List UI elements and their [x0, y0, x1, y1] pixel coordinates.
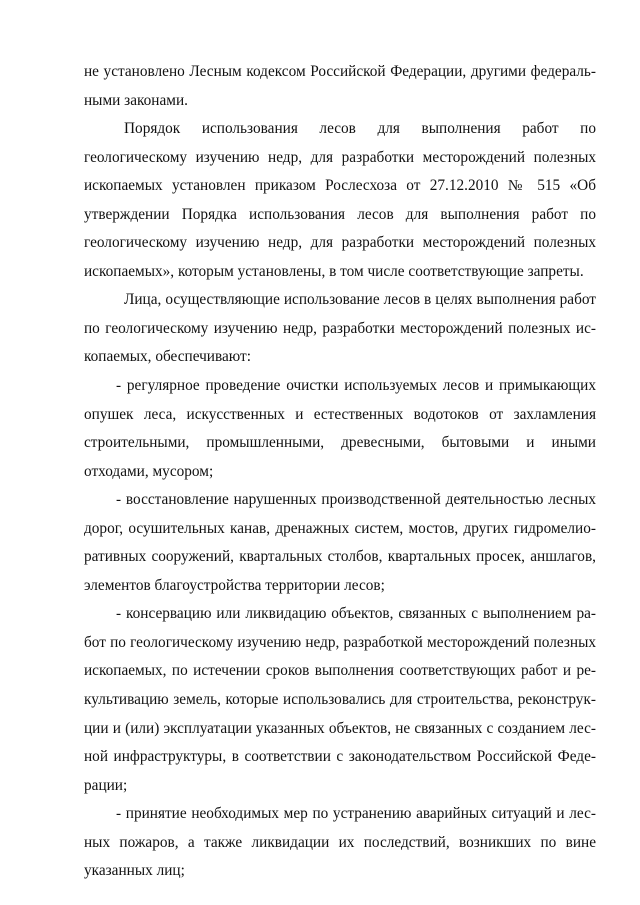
list-item-conservation: - консервацию или ликвидацию объектов, связанных с выполнением работ по геологическому изучению недр, разработкой месторождений полезных ископаемых, по истечении сроков выполнения соответствующих работ и рекультивацию земель, которые использовались для строительства, реконструкции и (или) эксплуатации указанных объектов, не связанных с созданием лесной инфраструктуры, в соответствии с законодательством Российской Федерации; — [84, 605, 596, 794]
paragraph-obligations-intro: Лица, осуществляющие использование лесов в целях выполнения работ по геологическому изучению недр, разработки месторождений полезных ископаемых, обеспечивают: — [84, 291, 596, 366]
paragraph-procedure-order: Порядок использования лесов для выполнения работ по геологическому изучению недр, для разработки месторождений полезных ископаемых установлен приказом Рослесхоза от 27.12.2010 № 515 «Об утверждении Порядка использования лесов для выполнения работ по геологическому изучению недр, для разработки месторождений полезных ископаемых», которым установлены, в том числе соответствующие запреты. — [84, 120, 596, 280]
document-body — [84, 58, 596, 886]
list-item-emergency-measures: - принятие необходимых мер по устранению аварийных ситуаций и лесных пожаров, а также ликвидации их последствий, возникших по вине указанных лиц; — [84, 805, 596, 880]
list-item-cleaning: - регулярное проведение очистки используемых лесов и примыкающих опушек леса, искусственных и естественных водотоков от захламления строительными, промышленными, древесными, бытовыми и иными отходами, мусором; — [84, 377, 596, 480]
list-item-restoration: - восстановление нарушенных производственной деятельностью лесных дорог, осушительных канав, дренажных систем, мостов, других гидромелиоративных сооружений, квартальных столбов, квартальных просек, аншлагов, элементов благоустройства территории лесов; — [84, 491, 596, 594]
paragraph-continuation: не установлено Лесным кодексом Российской Федерации, другими федеральными законами. — [84, 63, 596, 109]
